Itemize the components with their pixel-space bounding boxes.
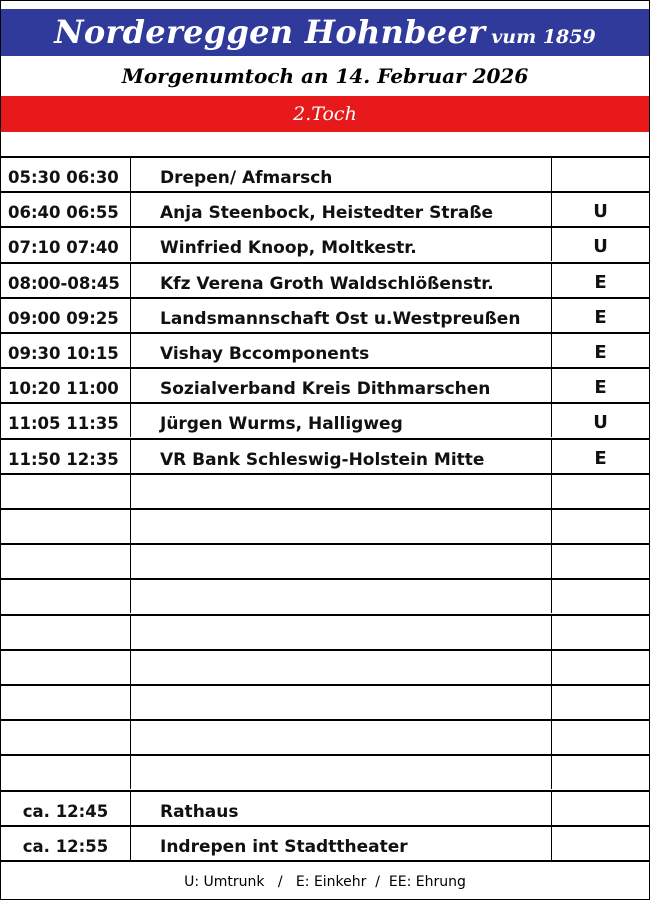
stop-cell: Kfz Verena Groth Waldschlößenstr.: [131, 264, 552, 297]
type-cell: U: [593, 412, 608, 433]
time-cell: 10:20 11:00: [1, 369, 131, 402]
stop-cell: Rathaus: [131, 792, 552, 825]
stop-cell: [131, 580, 552, 613]
type-cell: U: [593, 201, 608, 222]
time-cell: [1, 475, 131, 508]
time-cell: [1, 686, 131, 719]
type-cell: [552, 792, 649, 825]
type-cell: [552, 827, 649, 860]
type-cell: E: [594, 377, 607, 398]
table-row: [1, 475, 649, 510]
legend: U: Umtrunk / E: Einkehr / EE: Ehrung: [184, 874, 466, 890]
table-row: [1, 510, 649, 545]
table-row: [1, 440, 649, 475]
time-cell: 09:00 09:25: [1, 299, 131, 332]
section-banner: [1, 96, 649, 132]
stop-cell: [131, 721, 552, 754]
time-cell: ca. 12:45: [1, 792, 131, 825]
type-cell: [552, 158, 649, 191]
stop-cell: [131, 545, 552, 578]
title-banner: [1, 9, 649, 56]
table-row: [1, 721, 649, 756]
stop-cell: VR Bank Schleswig-Holstein Mitte: [131, 440, 552, 473]
time-cell: 06:40 06:55: [1, 193, 131, 226]
table-row: [1, 686, 649, 721]
type-cell: [552, 545, 649, 578]
stop-cell: [131, 756, 552, 789]
table-row: [1, 827, 649, 862]
page-title: Nordereggen Hohnbeer: [54, 13, 486, 51]
table-row: [1, 580, 649, 616]
stop-cell: Winfried Knoop, Moltkestr.: [131, 228, 552, 261]
type-cell: [552, 616, 649, 649]
table-row: [1, 792, 649, 827]
time-cell: 05:30 06:30: [1, 158, 131, 191]
type-cell: [552, 510, 649, 543]
time-cell: [1, 616, 131, 649]
stop-cell: Drepen/ Afmarsch: [131, 158, 552, 191]
table-row: [1, 616, 649, 651]
table-row: [1, 299, 649, 334]
type-cell: E: [594, 342, 607, 363]
section-label: 2.Toch: [293, 103, 357, 125]
time-cell: 11:05 11:35: [1, 404, 131, 437]
event-subtitle: Morgenumtoch an 14. Februar 2026: [121, 64, 529, 88]
time-cell: [1, 510, 131, 543]
type-cell: [552, 651, 649, 684]
table-row: [1, 651, 649, 686]
stop-cell: [131, 510, 552, 543]
table-row: [1, 369, 649, 404]
stop-cell: Jürgen Wurms, Halligweg: [131, 404, 552, 437]
stop-cell: [131, 616, 552, 649]
time-cell: 11:50 12:35: [1, 440, 131, 473]
type-cell: [552, 721, 649, 754]
type-cell: U: [593, 236, 608, 257]
table-row: [1, 404, 649, 440]
stop-cell: Landsmannschaft Ost u.Westpreußen: [131, 299, 552, 332]
type-cell: E: [594, 272, 607, 293]
table-row: [1, 264, 649, 299]
time-cell: [1, 721, 131, 754]
time-cell: 08:00-08:45: [1, 264, 131, 297]
time-cell: [1, 545, 131, 578]
stop-cell: [131, 686, 552, 719]
time-cell: [1, 756, 131, 789]
type-cell: [552, 475, 649, 508]
table-row: [1, 334, 649, 369]
type-cell: [552, 686, 649, 719]
type-cell: [552, 580, 649, 613]
time-cell: [1, 580, 131, 613]
type-cell: [552, 756, 649, 789]
table-row: [1, 158, 649, 193]
type-cell: E: [594, 307, 607, 328]
stop-cell: Anja Steenbock, Heistedter Straße: [131, 193, 552, 226]
type-cell: E: [594, 448, 607, 469]
stop-cell: Vishay Bccomponents: [131, 334, 552, 367]
founding-year: vum 1859: [491, 26, 596, 48]
stop-cell: Indrepen int Stadttheater: [131, 827, 552, 860]
time-cell: [1, 651, 131, 684]
table-row: [1, 228, 649, 264]
time-cell: ca. 12:55: [1, 827, 131, 860]
time-cell: 09:30 10:15: [1, 334, 131, 367]
stop-cell: Sozialverband Kreis Dithmarschen: [131, 369, 552, 402]
table-row: [1, 545, 649, 580]
stop-cell: [131, 651, 552, 684]
table-row: [1, 756, 649, 792]
stop-cell: [131, 475, 552, 508]
time-cell: 07:10 07:40: [1, 228, 131, 261]
table-row: [1, 193, 649, 228]
